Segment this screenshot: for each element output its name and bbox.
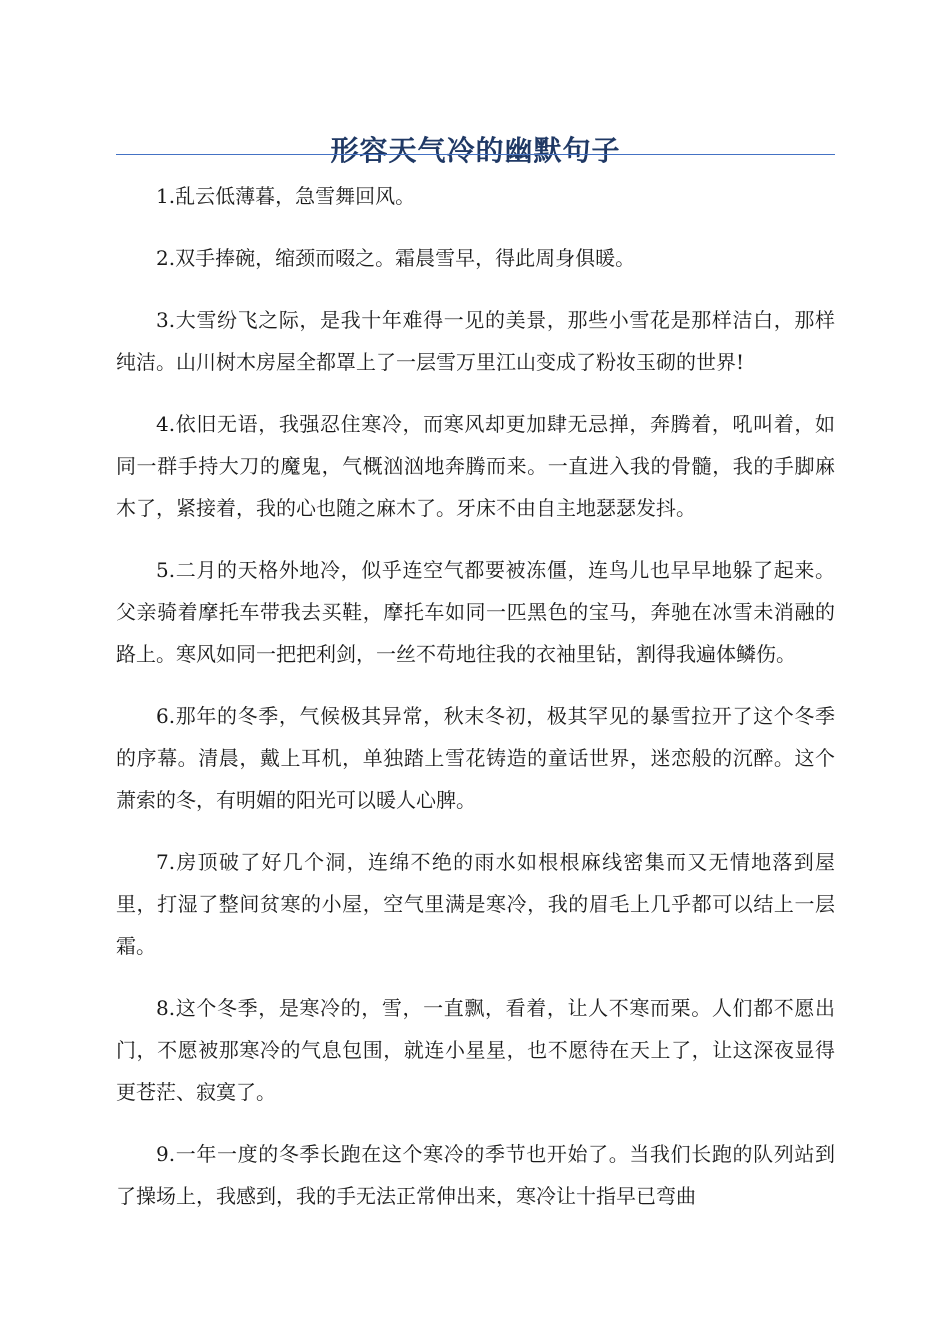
paragraph-5: 5.二月的天格外地冷，似乎连空气都要被冻僵，连鸟儿也早早地躲了起来。父亲骑着摩托车带我去买鞋，摩托车如同一匹黑色的宝马，奔驰在冰雪未消融的路上。寒风如同一把把利剑，一丝不苟地往我的衣袖里钻，割得我遍体鳞伤。 (116, 558, 835, 666)
paragraph-1: 1.乱云低薄暮，急雪舞回风。 (156, 184, 416, 208)
paragraph-6: 6.那年的冬季，气候极其异常，秋末冬初，极其罕见的暴雪拉开了这个冬季的序幕。清晨，戴上耳机，单独踏上雪花铸造的童话世界，迷恋般的沉醉。这个萧索的冬，有明媚的阳光可以暖人心脾。 (116, 704, 835, 812)
document-body (116, 175, 835, 1237)
page-title: 形容天气冷的幽默句子 (330, 133, 621, 167)
paragraph-9: 9.一年一度的冬季长跑在这个寒冷的季节也开始了。当我们长跑的队列站到了操场上，我感到，我的手无法正常伸出来，寒冷让十指早已弯曲 (116, 1142, 835, 1208)
paragraph-3: 3.大雪纷飞之际，是我十年难得一见的美景，那些小雪花是那样洁白，那样纯洁。山川树木房屋全都罩上了一层雪万里江山变成了粉妆玉砌的世界! (116, 308, 835, 374)
paragraph-8: 8.这个冬季，是寒冷的，雪，一直飘，看着，让人不寒而栗。人们都不愿出门，不愿被那寒冷的气息包围，就连小星星，也不愿待在天上了，让这深夜显得更苍茫、寂寞了。 (116, 996, 835, 1104)
title-underline (116, 154, 835, 155)
paragraph-4: 4.依旧无语，我强忍住寒冷，而寒风却更加肆无忌掸，奔腾着，吼叫着，如同一群手持大刀的魔鬼，气概汹汹地奔腾而来。一直进入我的骨髓，我的手脚麻木了，紧接着，我的心也随之麻木了。牙床不由自主地瑟瑟发抖。 (116, 412, 835, 520)
paragraph-7: 7.房顶破了好几个洞，连绵不绝的雨水如根根麻线密集而又无情地落到屋里，打湿了整间贫寒的小屋，空气里满是寒冷，我的眉毛上几乎都可以结上一层霜。 (116, 850, 835, 958)
paragraph-2: 2.双手捧碗，缩颈而啜之。霜晨雪早，得此周身俱暖。 (156, 246, 636, 270)
